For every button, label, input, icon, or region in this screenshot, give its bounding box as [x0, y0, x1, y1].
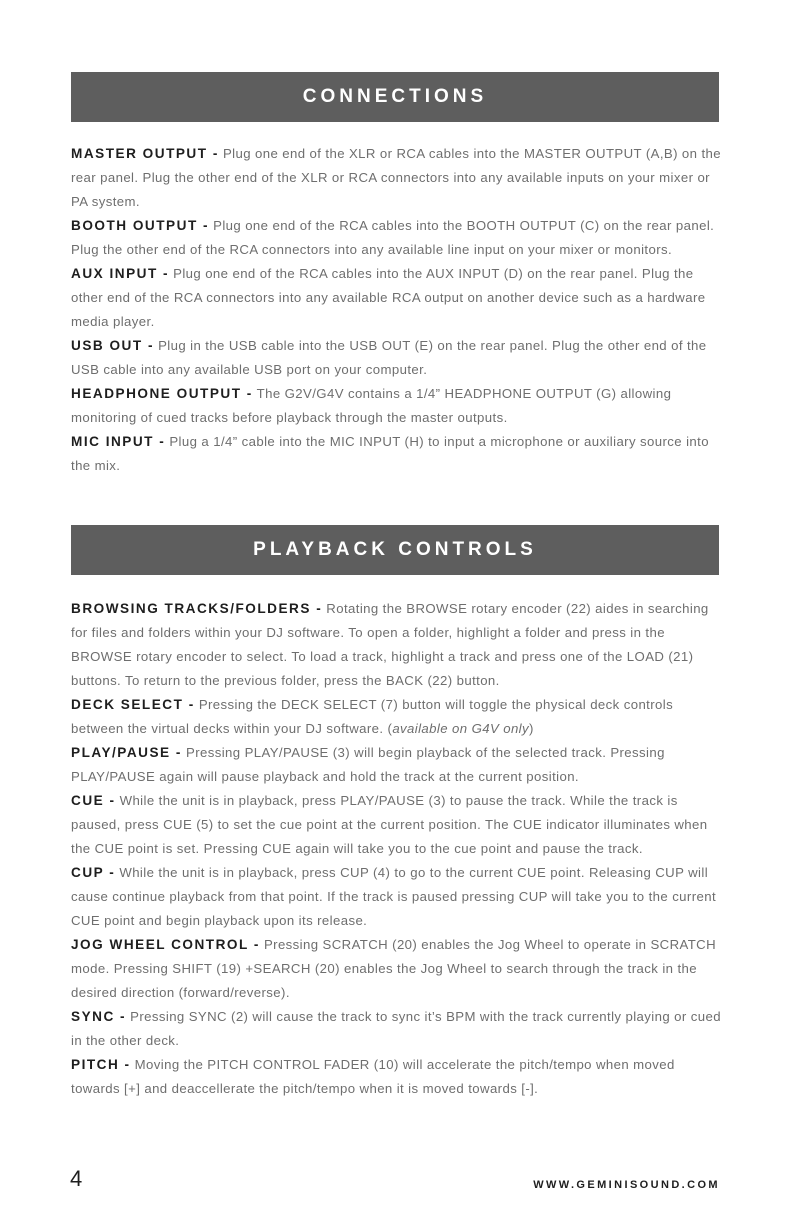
usb-out-label: USB OUT -: [71, 338, 154, 353]
connections-header: CONNECTIONS: [71, 72, 719, 122]
master-output-text: Plug one end of the XLR or RCA cables into the MASTER OUTPUT (A,B) on the rear panel. Plug the other end of the XLR or RCA connectors into any available inputs on your mixer or PA system.: [71, 146, 722, 209]
deck-select-close: ): [529, 721, 534, 736]
headphone-output-text: The G2V/G4V contains a 1/4” HEADPHONE OUTPUT (G) allowing monitoring of cued tracks before playback through the master outputs.: [71, 386, 672, 425]
usb-out-text: Plug in the USB cable into the USB OUT (E) on the rear panel. Plug the other end of the USB cable into any available USB port on your computer.: [71, 338, 707, 377]
mic-input-label: MIC INPUT -: [71, 434, 166, 449]
cue-paragraph: [71, 789, 721, 861]
browsing-label: BROWSING TRACKS/FOLDERS -: [71, 601, 323, 616]
aux-input-paragraph: [71, 262, 721, 334]
page-number: 4: [70, 1166, 83, 1191]
cup-label: CUP -: [71, 865, 116, 880]
usb-out-paragraph: [71, 334, 721, 382]
deck-select-text: Pressing the DECK SELECT (7) button will toggle the physical deck controls between the virtual decks within your DJ software. (: [71, 697, 674, 736]
play-pause-text: Pressing PLAY/PAUSE (3) will begin playback of the selected track. Pressing PLAY/PAUSE again will pause playback and hold the track at the current position.: [71, 745, 665, 784]
playback-controls-section: [71, 597, 721, 1101]
play-pause-paragraph: [71, 741, 721, 789]
cup-text: While the unit is in playback, press CUP (4) to go to the current CUE point. Releasing CUP will cause continue playback from that point. If the track is paused pressing CUP will take you to the current CUE point and begin playback upon its release.: [71, 865, 717, 928]
website-url: WWW.GEMINISOUND.COM: [533, 1179, 720, 1191]
master-output-label: MASTER OUTPUT -: [71, 146, 219, 161]
mic-input-text: Plug a 1/4” cable into the MIC INPUT (H) to input a microphone or auxiliary source into the mix.: [71, 434, 709, 473]
pitch-paragraph: [71, 1053, 721, 1101]
jog-wheel-text: Pressing SCRATCH (20) enables the Jog Wheel to operate in SCRATCH mode. Pressing SHIFT (19) +SEARCH (20) enables the Jog Wheel to search through the track in the desired direction (forward/reverse).: [71, 937, 717, 1000]
sync-label: SYNC -: [71, 1009, 127, 1024]
browsing-text: Rotating the BROWSE rotary encoder (22) aides in searching for files and folders within your DJ software. To open a folder, highlight a folder and press in the BROWSE rotary encoder to select. To load a track, highlight a track and press one of the LOAD (21) buttons. To return to the previous folder, press the BACK (22) button.: [71, 601, 709, 688]
master-output-paragraph: [71, 142, 721, 214]
jog-wheel-paragraph: [71, 933, 721, 1005]
sync-text: Pressing SYNC (2) will cause the track to sync it’s BPM with the track currently playing or cued in the other deck.: [71, 1009, 721, 1048]
browsing-paragraph: [71, 597, 721, 693]
cup-paragraph: [71, 861, 721, 933]
pitch-text: Moving the PITCH CONTROL FADER (10) will accelerate the pitch/tempo when moved towards [+] and deaccellerate the pitch/tempo when it is moved towards [-].: [71, 1057, 675, 1096]
playback-controls-header: PLAYBACK CONTROLS: [71, 525, 719, 575]
booth-output-text: Plug one end of the RCA cables into the BOOTH OUTPUT (C) on the rear panel. Plug the other end of the RCA connectors into any available line input on your mixer or monitors.: [71, 218, 715, 257]
cue-text: While the unit is in playback, press PLAY/PAUSE (3) to pause the track. While the track is paused, press CUE (5) to set the cue point at the current position. The CUE indicator illuminates when the CUE point is set. Pressing CUE again will take you to the cue point and pause the track.: [71, 793, 708, 856]
headphone-output-paragraph: [71, 382, 721, 430]
booth-output-label: BOOTH OUTPUT -: [71, 218, 210, 233]
mic-input-paragraph: [71, 430, 721, 478]
pitch-label: PITCH -: [71, 1057, 131, 1072]
booth-output-paragraph: [71, 214, 721, 262]
aux-input-text: Plug one end of the RCA cables into the AUX INPUT (D) on the rear panel. Plug the other end of the RCA connectors into any available RCA output on another device such as a hardware media player.: [71, 266, 706, 329]
connections-section: [71, 142, 721, 478]
deck-select-note: available on G4V only: [392, 721, 530, 736]
headphone-output-label: HEADPHONE OUTPUT -: [71, 386, 253, 401]
aux-input-label: AUX INPUT -: [71, 266, 170, 281]
sync-paragraph: [71, 1005, 721, 1053]
cue-label: CUE -: [71, 793, 116, 808]
play-pause-label: PLAY/PAUSE -: [71, 745, 182, 760]
deck-select-paragraph: [71, 693, 721, 741]
deck-select-label: DECK SELECT -: [71, 697, 195, 712]
jog-wheel-label: JOG WHEEL CONTROL -: [71, 937, 260, 952]
